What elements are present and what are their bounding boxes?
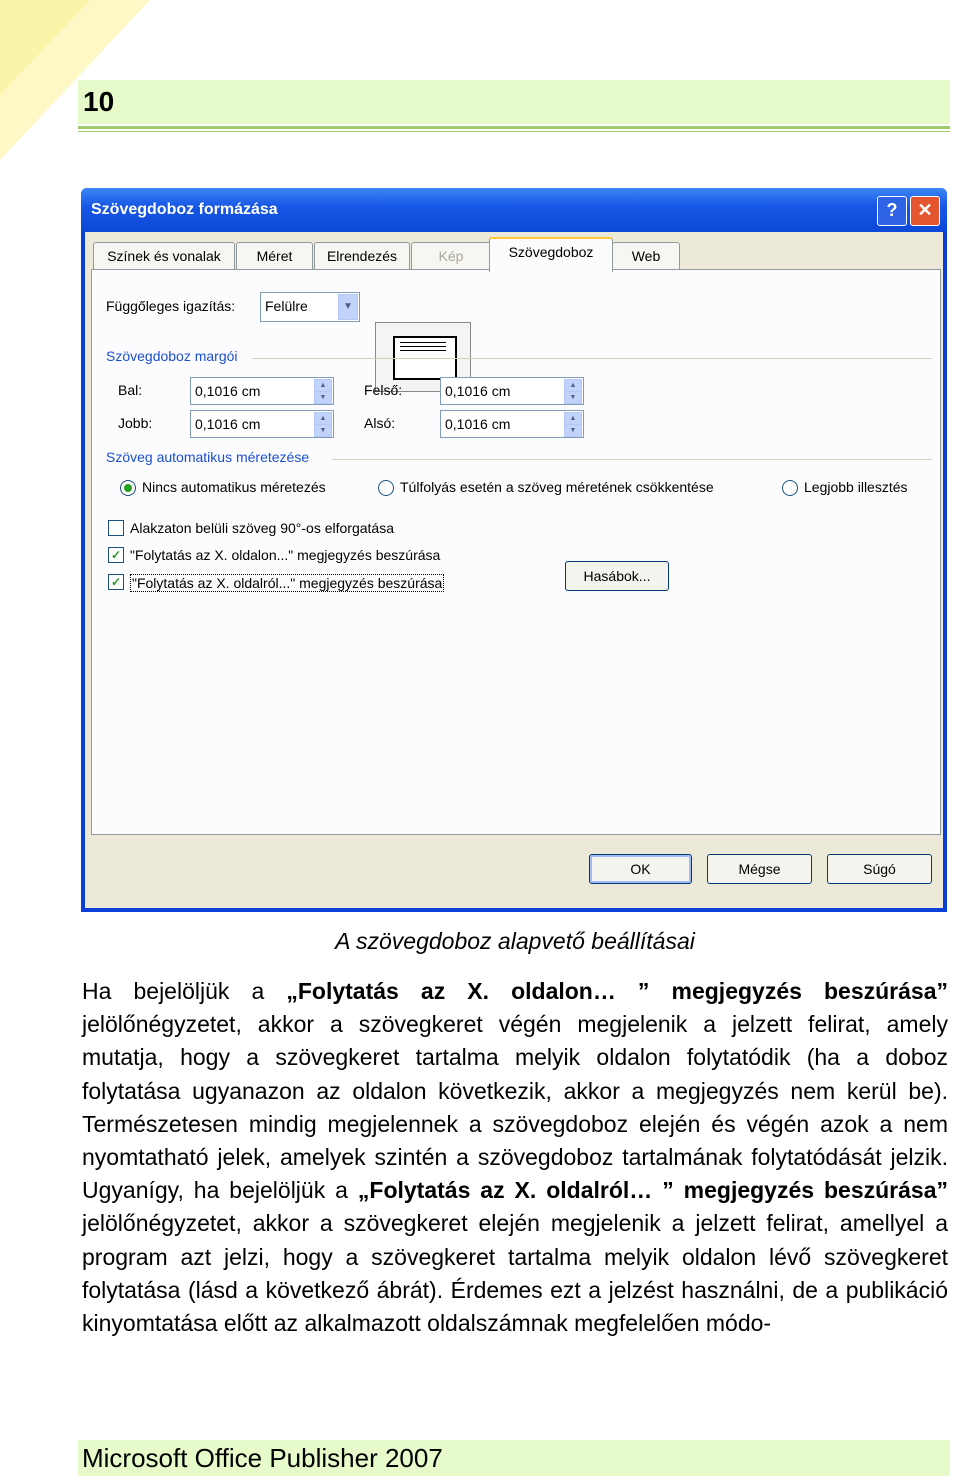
body-paragraph xyxy=(82,975,948,1340)
spin-down-icon[interactable]: ▼ xyxy=(314,424,332,437)
tab-web[interactable]: Web xyxy=(612,242,680,269)
continued-on-label[interactable]: "Folytatás az X. oldalon..." megjegyzés beszúrása xyxy=(130,547,441,563)
tab-size[interactable]: Méret xyxy=(236,242,313,269)
group-divider xyxy=(332,459,932,460)
textbox-tab-panel xyxy=(91,269,941,835)
textbox-format-dialog xyxy=(81,188,947,912)
right-margin-value: 0,1016 cm xyxy=(195,416,261,432)
ok-button[interactable]: OK xyxy=(589,854,692,884)
bottom-margin-label: Alsó: xyxy=(364,415,396,431)
vertical-align-value: Felülre xyxy=(265,298,308,314)
chevron-down-icon[interactable]: ▼ xyxy=(338,294,358,320)
dialog-client-area xyxy=(85,232,943,908)
tab-picture: Kép xyxy=(411,242,491,269)
header-bar xyxy=(78,80,950,124)
no-autofit-label[interactable]: Nincs automatikus méretezés xyxy=(142,479,326,495)
body-text: jelölőnégyzetet, akkor a szövegkeret elején megjelenik a jelzett felirat, amellyel a program azt jelzi, hogy a szövegkeret tartalma melyik oldalon lévő szövegkeret folytatása (lásd a következő ábrát). Érdemes ezt a jelzést használni, de a publikáció kinyomtatása előtt az alkalmazott oldalszámnak megfelelően módo- xyxy=(82,1210,948,1337)
bottom-margin-value: 0,1016 cm xyxy=(445,416,511,432)
body-bold-term: „Folytatás az X. oldalon… ” megjegyzés beszúrása” xyxy=(286,978,948,1004)
tab-textbox[interactable]: Szövegdoboz xyxy=(489,237,613,272)
spin-down-icon[interactable]: ▼ xyxy=(564,391,582,404)
radio-shrink-on-overflow[interactable] xyxy=(378,480,394,496)
columns-button[interactable]: Hasábok... xyxy=(565,561,669,591)
vertical-align-label: Függőleges igazítás: xyxy=(106,298,236,314)
spin-up-icon[interactable]: ▲ xyxy=(564,412,582,425)
spin-up-icon[interactable]: ▲ xyxy=(314,379,332,392)
left-margin-value: 0,1016 cm xyxy=(195,383,261,399)
radio-no-autofit[interactable] xyxy=(120,480,136,496)
group-divider xyxy=(252,358,932,359)
radio-best-fit[interactable] xyxy=(782,480,798,496)
dialog-titlebar[interactable] xyxy=(81,188,947,232)
header-rule-thin xyxy=(78,131,950,132)
page-number: 10 xyxy=(83,86,115,117)
spin-down-icon[interactable]: ▼ xyxy=(314,391,332,404)
vertical-align-select[interactable] xyxy=(260,292,360,322)
rotate-text-label[interactable]: Alakzaton belüli szöveg 90°-os elforgatása xyxy=(130,520,394,536)
help-icon[interactable]: ? xyxy=(877,196,907,226)
top-margin-value: 0,1016 cm xyxy=(445,383,511,399)
shrink-on-overflow-label[interactable]: Túlfolyás esetén a szöveg méretének csökkentése xyxy=(400,479,714,495)
close-icon[interactable]: ✕ xyxy=(910,196,940,226)
best-fit-label[interactable]: Legjobb illesztés xyxy=(804,479,908,495)
bottom-margin-field[interactable] xyxy=(440,410,584,438)
checkbox-continued-from[interactable]: ✓ xyxy=(108,574,124,590)
right-margin-label: Jobb: xyxy=(118,415,153,431)
body-text: jelölőnégyzetet, akkor a szövegkeret végén megjelenik a jelzett felirat, amely mutatja, hogy a szövegkeret tartalma melyik oldalon folytatódik (ha a doboz folytatása ugyanazon az oldalon következik, akkor a megjegyzés nem kerül be). Természetesen mindig megjelennek a szövegdoboz elején és végén azok a nem nyomtatható jelek, amelyek szintén a szövegdoboz tartalmának folytatódását jelzik. Ugyanígy, ha bejelöljük a xyxy=(82,1011,948,1204)
header-rule xyxy=(78,126,950,129)
spin-up-icon[interactable]: ▲ xyxy=(314,412,332,425)
dialog-title: Szövegdoboz formázása xyxy=(91,201,278,218)
body-text: Ha bejelöljük a xyxy=(82,978,287,1004)
checkbox-rotate-text[interactable] xyxy=(108,520,124,536)
help-button[interactable]: Súgó xyxy=(827,854,932,884)
left-margin-label: Bal: xyxy=(118,382,143,398)
figure-caption: A szövegdoboz alapvető beállításai xyxy=(335,928,695,954)
tab-layout[interactable]: Elrendezés xyxy=(314,242,410,269)
cancel-button[interactable]: Mégse xyxy=(707,854,812,884)
autofit-group-label: Szöveg automatikus méretezése xyxy=(106,449,310,465)
spin-up-icon[interactable]: ▲ xyxy=(564,379,582,392)
spin-down-icon[interactable]: ▼ xyxy=(564,424,582,437)
margins-group-label: Szövegdoboz margói xyxy=(106,348,238,364)
top-margin-field[interactable] xyxy=(440,377,584,405)
tab-colors-and-lines[interactable]: Színek és vonalak xyxy=(93,242,235,269)
continued-from-label[interactable]: "Folytatás az X. oldalról..." megjegyzés beszúrása xyxy=(132,575,443,591)
left-margin-field[interactable] xyxy=(190,377,334,405)
checkbox-continued-on[interactable]: ✓ xyxy=(108,547,124,563)
top-margin-label: Felső: xyxy=(364,382,403,398)
footer-title: Microsoft Office Publisher 2007 xyxy=(82,1443,443,1473)
right-margin-field[interactable] xyxy=(190,410,334,438)
body-bold-term: „Folytatás az X. oldalról… ” megjegyzés beszúrása” xyxy=(357,1177,948,1204)
